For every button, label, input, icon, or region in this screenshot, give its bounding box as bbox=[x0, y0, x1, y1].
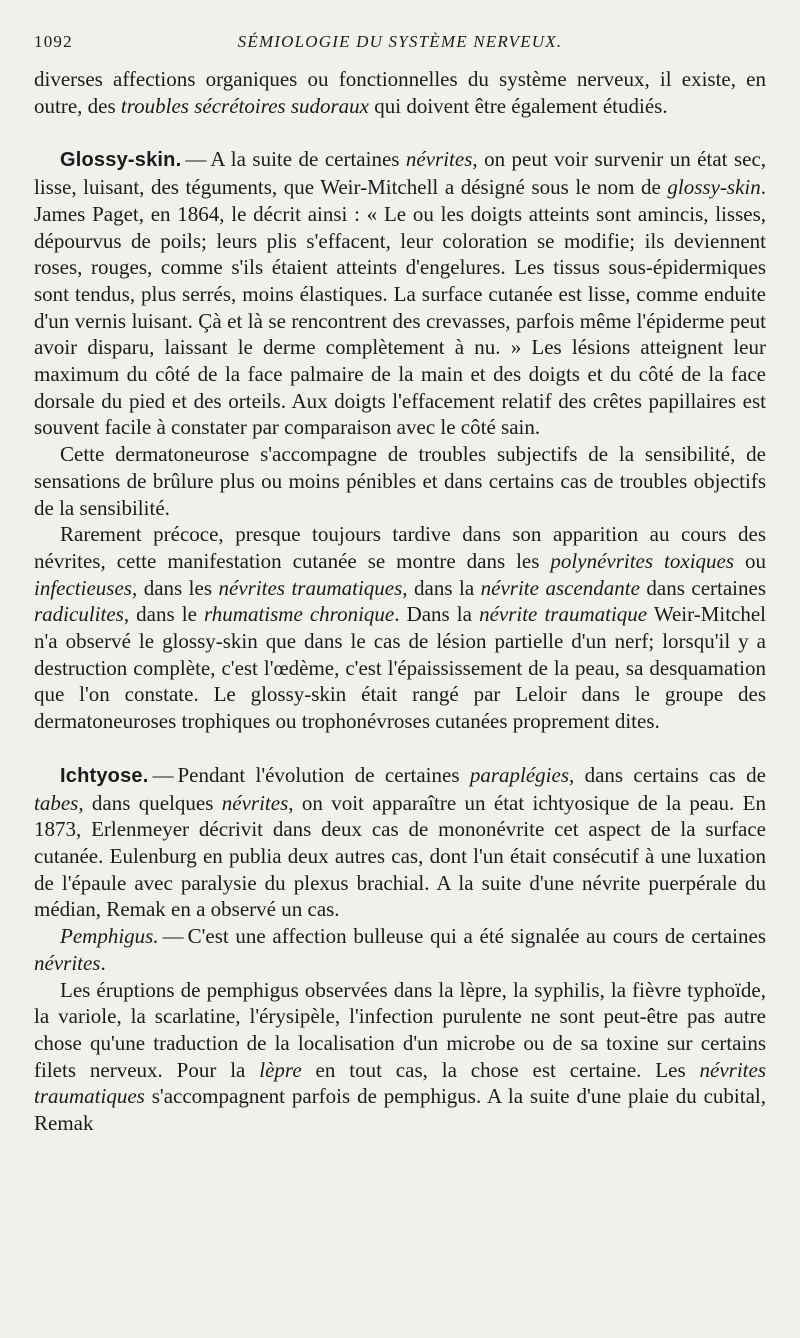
section-spacer bbox=[34, 735, 766, 762]
running-header bbox=[34, 32, 766, 58]
page-number: 1092 bbox=[34, 32, 73, 51]
running-title: SÉMIOLOGIE DU SYSTÈME NERVEUX. bbox=[237, 32, 563, 51]
paragraph-glossy-skin: Glossy-skin. — A la suite de certaines névrites, on peut voir survenir un état sec, lisse, luisant, des téguments, que Weir-Mitchell a désigné sous le nom de glossy-skin. James Paget, en 1864, le décrit ainsi : « Le ou les doigts atteints sont amincis, lisses, dépourvus de poils; leurs plis s'effacent, leur coloration se modifie; ils deviennent roses, rouges, comme s'ils étaient atteints d'engelures. Les tissus sous-épidermiques sont tendus, plus serrés, moins élastiques. La surface cutanée est lisse, comme enduite d'un vernis luisant. Çà et là se rencontrent des crevasses, parfois même l'épiderme peut avoir disparu, laissant le derme complètement à nu. » Les lésions atteignent leur maximum du côté de la face palmaire de la main et des doigts et du côté de la face dorsale du pied et des orteils. Aux doigts l'effacement relatif des crêtes papillaires est souvent facile à constater par comparaison avec le côté sain. bbox=[34, 147, 767, 440]
section-spacer bbox=[34, 119, 766, 146]
paragraph-eruptions: Les éruptions de pemphigus observées dans la lèpre, la syphilis, la fièvre typhoïde, la variole, la scarlatine, l'érysipèle, l'infection purulente ne sont peut-être pas autre chose qu'une traduction de la localisation d'un microbe ou de sa toxine sur certains filets nerveux. Pour la lèpre en tout cas, la chose est certaine. Les névrites traumatiques s'accompagnent parfois de pemphigus. A la suite d'une plaie du cubital, Remak bbox=[34, 977, 766, 1136]
section-heading-glossy-skin: Glossy-skin. bbox=[60, 149, 182, 172]
section-heading-ichtyose: Ichtyose. bbox=[60, 764, 149, 787]
paragraph-intro-continuation: diverses affections organiques ou fonctionnelles du système nerveux, il existe, en outre, des troubles sécrétoires sudoraux qui doivent être également étudiés. bbox=[34, 67, 766, 118]
paragraph-dermatoneurose: Cette dermatoneurose s'accompagne de troubles subjectifs de la sensibilité, de sensations de brûlure plus ou moins pénibles et dans certains cas de troubles objectifs de la sensibilité. bbox=[34, 442, 766, 520]
subheading-pemphigus: Pemphigus. bbox=[60, 924, 159, 949]
paragraph-rarement-precoce: Rarement précoce, presque toujours tardive dans son apparition au cours des névrites, cette manifestation cutanée se montre dans les polynévrites toxiques ou infectieuses, dans les névrites traumatiques, dans la névrite ascendante dans certaines radiculites, dans le rhumatisme chronique. Dans la névrite traumatique Weir-Mitchel n'a observé le glossy-skin que dans le cas de lésion partielle d'un nerf; lorsqu'il y a destruction complète, c'est l'œdème, c'est l'épaississement de la peau, sa desquamation que l'on constate. Le glossy-skin était rangé par Leloir dans le groupe des dermatoneuroses trophiques ou trophonévroses cutanées proprement dites. bbox=[34, 522, 767, 734]
paragraph-ichtyose: Ichtyose. — Pendant l'évolution de certaines paraplégies, dans certains cas de tabes, dans quelques névrites, on voit apparaître un état ichtyosique de la peau. En 1873, Erlenmeyer décrivit dans deux cas de mononévrite cet aspect de la surface cutanée. Eulenburg en publia deux autres cas, dont l'un était consécutif à une luxation de l'épaule avec paralysie du plexus brachial. A la suite d'une névrite puerpérale du médian, Remak en a observé un cas. bbox=[34, 762, 766, 922]
paragraph-pemphigus: Pemphigus. — C'est une affection bulleuse qui a été signalée au cours de certaines névrites. bbox=[34, 924, 766, 975]
body-text bbox=[34, 66, 766, 1137]
